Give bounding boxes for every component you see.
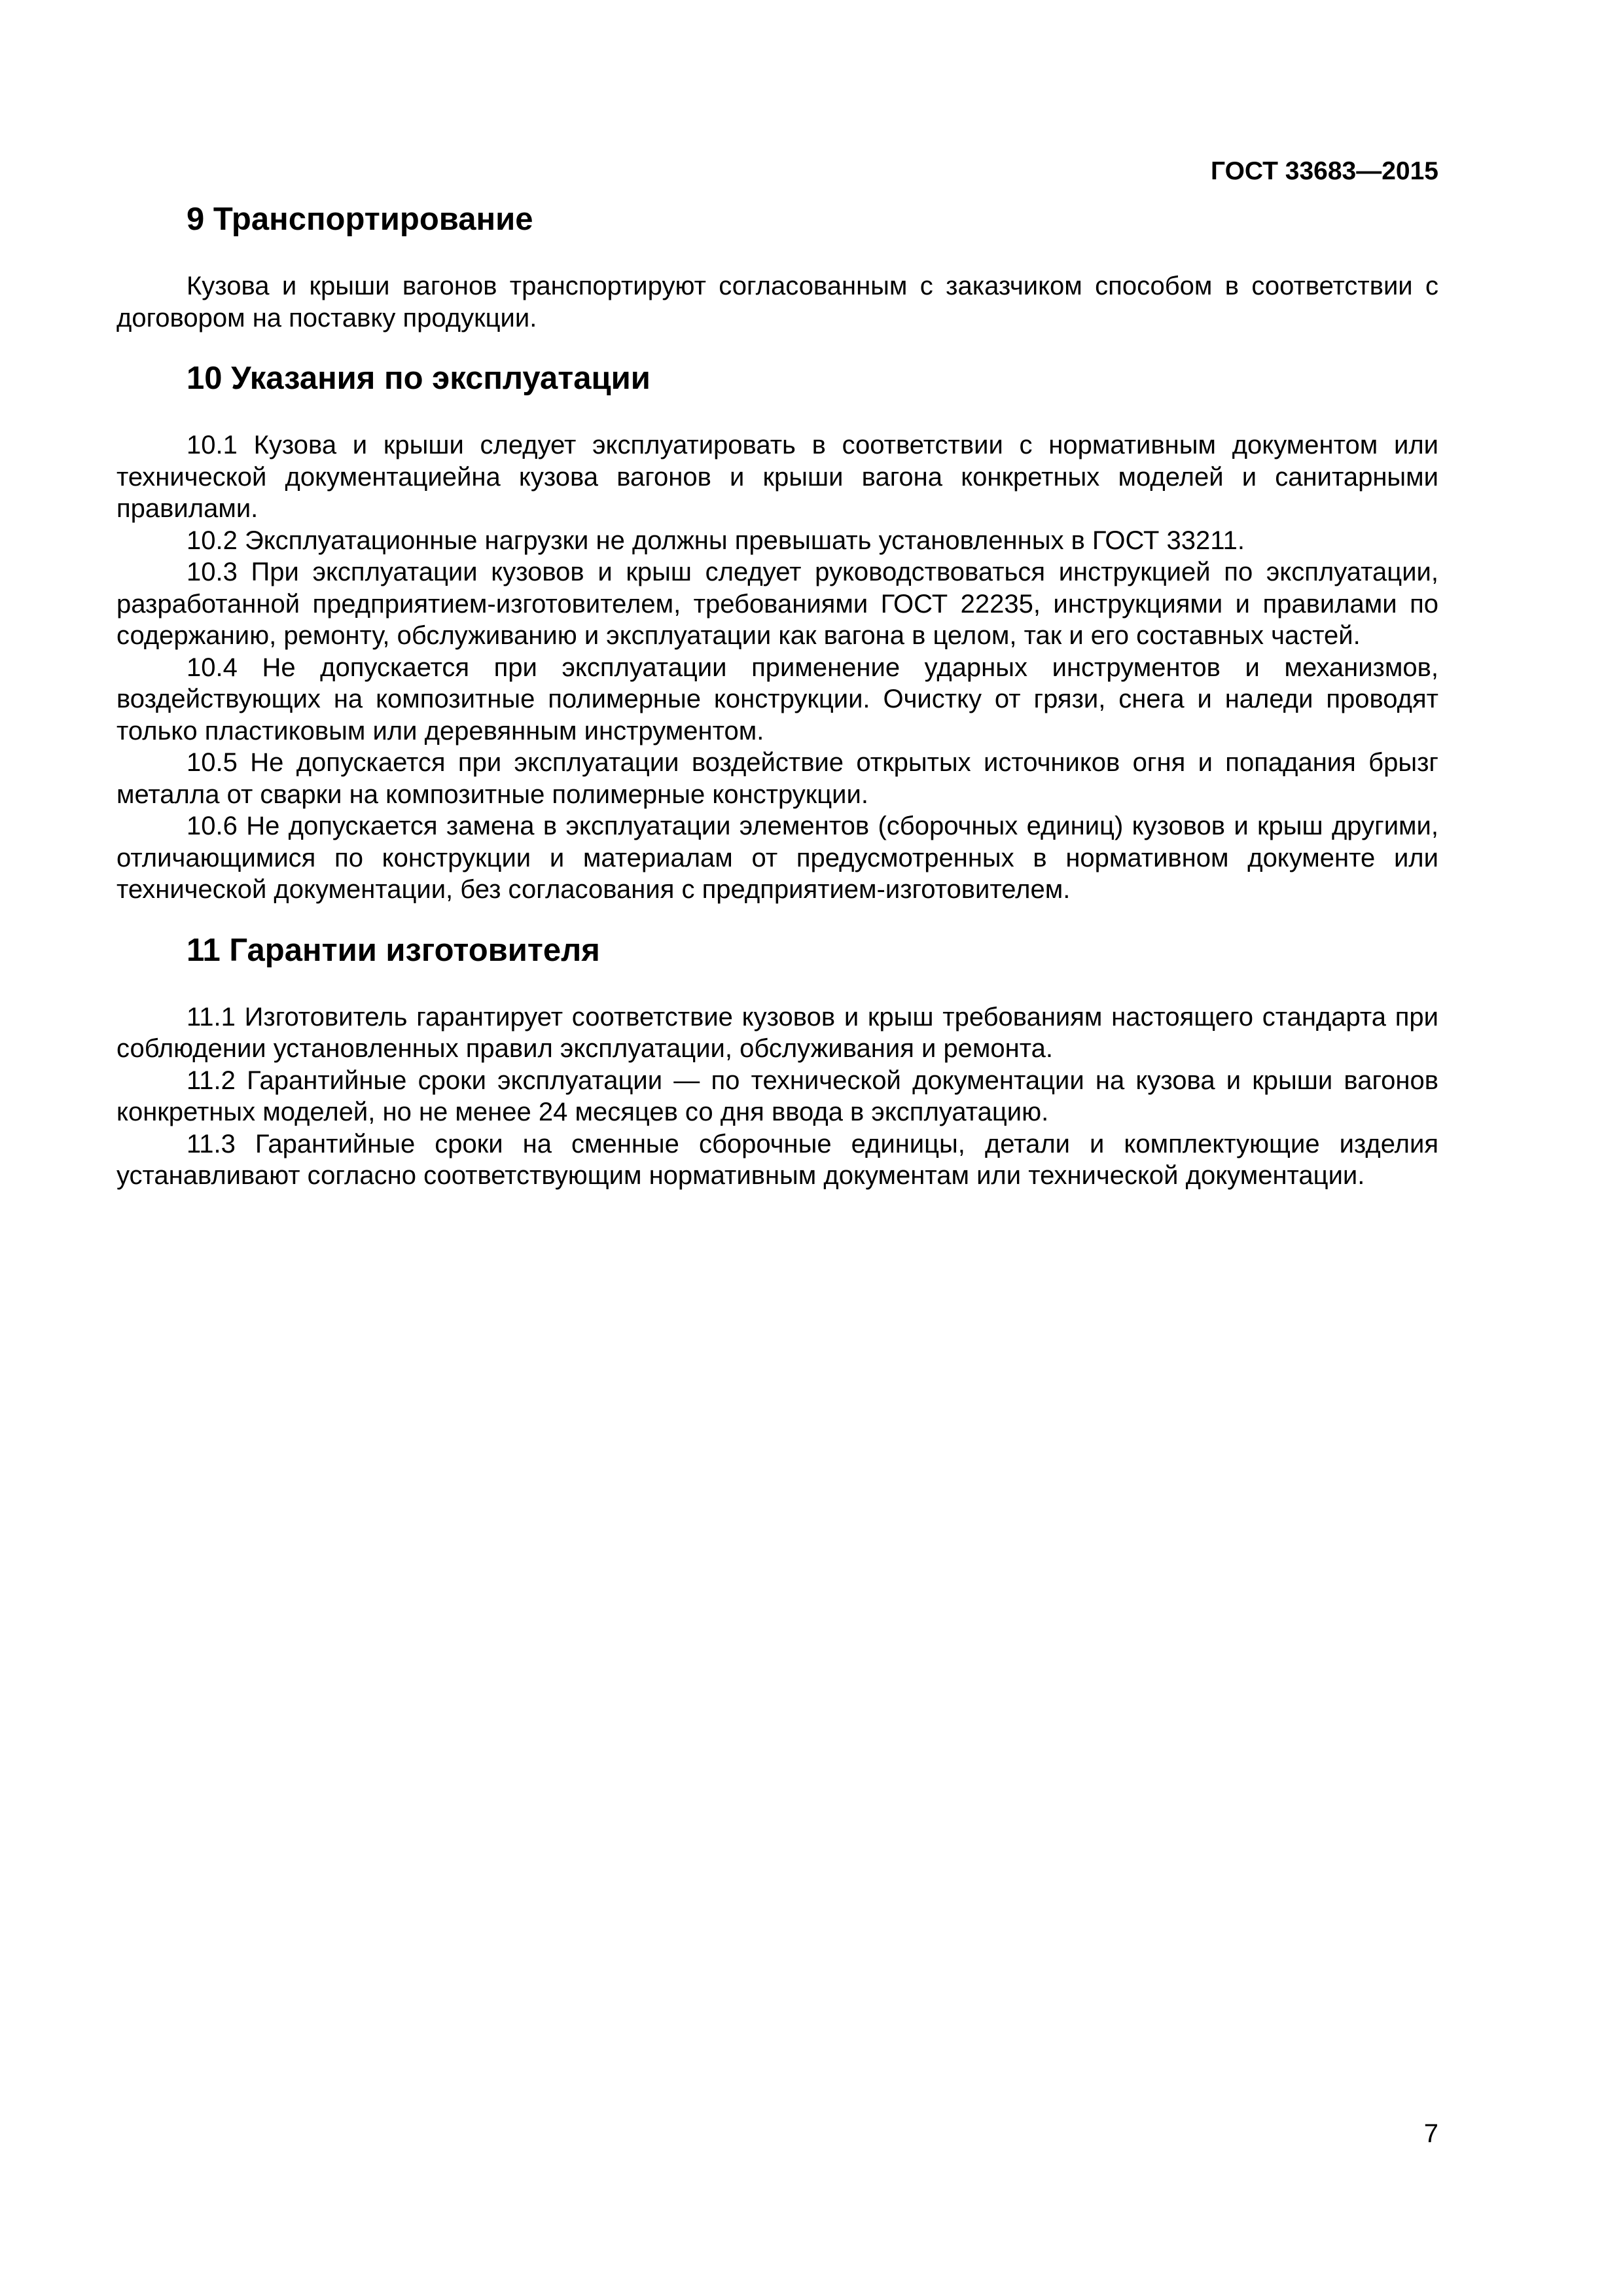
- paragraph: 11.3 Гарантийные сроки на сменные сборочные единицы, детали и комплектующие изделия устанавливают согласно соответствующим нормативным документам или технической документации.: [116, 1129, 1438, 1190]
- paragraph: 10.5 Не допускается при эксплуатации воздействие открытых источников огня и попадания брызг металла от сварки на композитные полимерные конструкции.: [116, 748, 1438, 809]
- document-body: [116, 200, 1438, 1192]
- paragraph: 10.3 При эксплуатации кузовов и крыш следует руководствоваться инструкцией по эксплуатации, разработанной предприятием-изготовителем, требованиями ГОСТ 22235, инструкциями и правилами по содержанию, ремонту, обслуживанию и эксплуатации как вагона в целом, так и его составных частей.: [116, 558, 1438, 650]
- paragraph: 10.2 Эксплуатационные нагрузки не должны превышать установленных в ГОСТ 33211.: [187, 526, 1245, 555]
- paragraph: 10.4 Не допускается при эксплуатации применение ударных инструментов и механизмов, воздействующих на композитные полимерные конструкции. Очистку от грязи, снега и наледи проводят только пластиковым или деревянным инструментом.: [116, 653, 1438, 745]
- paragraph: 10.1 Кузова и крыши следует эксплуатировать в соответствии с нормативным документом или технической документациейна кузова вагонов и крыши вагона конкретных моделей и санитарными правилами.: [116, 431, 1438, 523]
- paragraph: 11.2 Гарантийные сроки эксплуатации — по технической документации на кузова и крыши вагонов конкретных моделей, но не менее 24 месяцев со дня ввода в эксплуатацию.: [116, 1066, 1438, 1126]
- section-title: 9 Транспортирование: [187, 202, 533, 237]
- document-code: ГОСТ 33683—2015: [1211, 157, 1438, 185]
- paragraph: 10.6 Не допускается замена в эксплуатации элементов (сборочных единиц) кузовов и крыш другими, отличающимися по конструкции и материалам от предусмотренных в нормативном документе или технической документации, без согласования с предприятием-изготовителем.: [116, 812, 1438, 904]
- section-title: 11 Гарантии изготовителя: [187, 932, 600, 968]
- page-number: 7: [1423, 2119, 1438, 2148]
- section-manufacturer-warranty: [116, 931, 1438, 1192]
- section-operation-instructions: [116, 359, 1438, 906]
- paragraph: 11.1 Изготовитель гарантирует соответствие кузовов и крыш требованиям настоящего стандарта при соблюдении установленных правил эксплуатации, обслуживания и ремонта.: [116, 1002, 1438, 1063]
- section-transportation: [116, 200, 1438, 334]
- paragraph: Кузова и крыши вагонов транспортируют согласованным с заказчиком способом в соответствии с договором на поставку продукции.: [116, 272, 1438, 332]
- section-title: 10 Указания по эксплуатации: [187, 361, 651, 396]
